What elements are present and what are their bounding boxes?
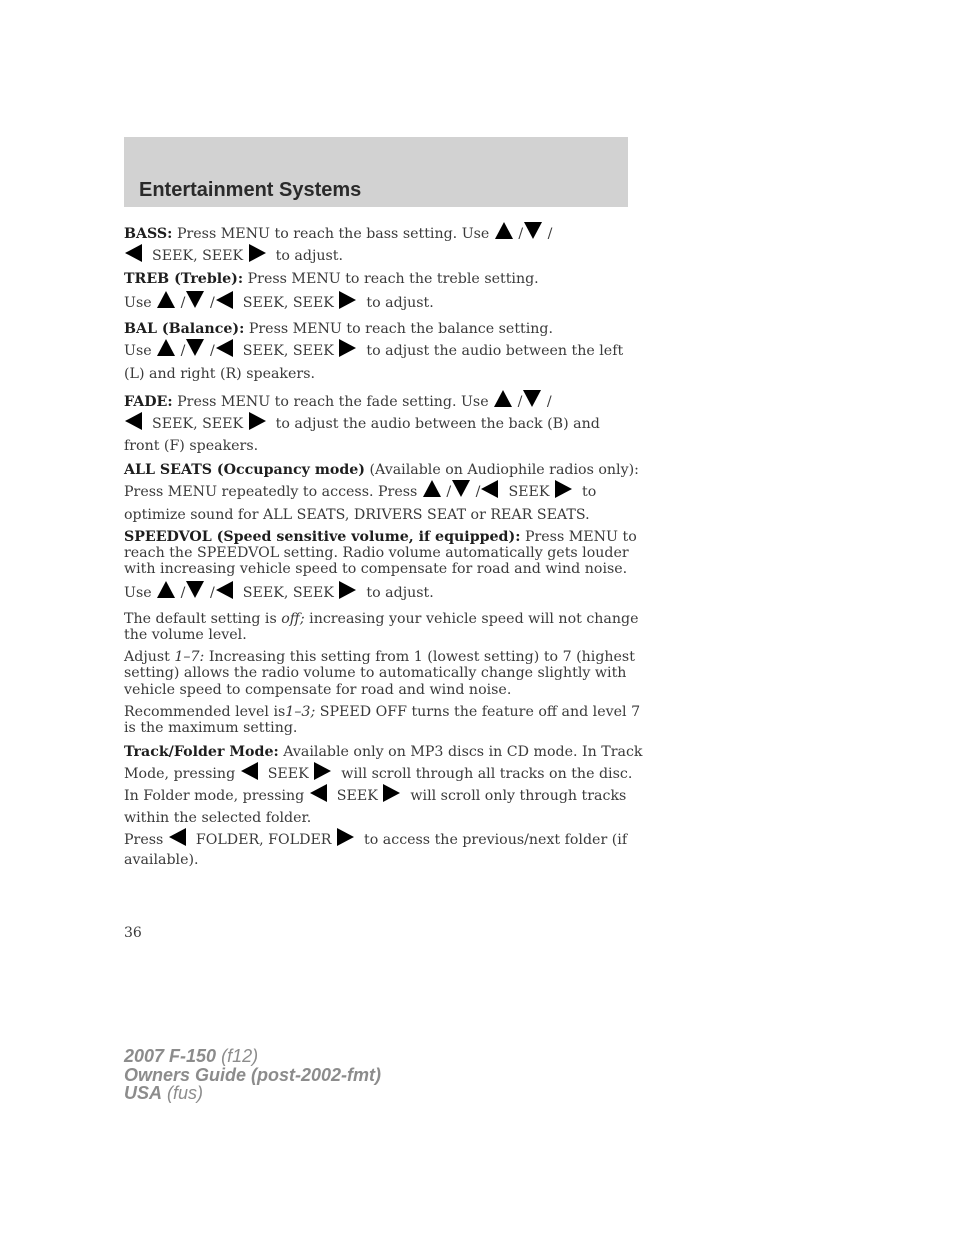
down-arrow-icon bbox=[524, 222, 542, 239]
seek-right-icon bbox=[383, 784, 400, 802]
balance-label: BAL (Balance): bbox=[124, 321, 245, 337]
recommended-paragraph: Recommended level is1–3; SPEED OFF turns the feature off and level 7 is the maximum setting. bbox=[124, 704, 641, 737]
bass-paragraph: BASS: Press MENU to reach the bass setting. Use / / SEEK, SEEK to adjust. bbox=[124, 222, 628, 268]
all-seats-paragraph: ALL SEATS (Occupancy mode) (Available on Audiophile radios only): Press MENU repeatedly to access. Press / / SEEK to optimize sound for ALL SEATS, DRIVERS SEAT or REAR SEATS. bbox=[124, 462, 639, 523]
treble-paragraph: TREB (Treble): Press MENU to reach the treble setting. Use / / SEEK, SEEK to adjust. bbox=[124, 271, 539, 311]
seek-left-icon bbox=[216, 581, 233, 599]
main-content bbox=[124, 222, 643, 870]
page-number: 36 bbox=[124, 925, 142, 941]
document-footer: 2007 F-150 (f12) Owners Guide (post-2002-fmt) USA (fus) bbox=[124, 1046, 382, 1103]
up-arrow-icon bbox=[157, 581, 175, 598]
track-folder-label: Track/Folder Mode: bbox=[124, 743, 279, 760]
all-seats-label: ALL SEATS (Occupancy mode) bbox=[124, 462, 365, 478]
seek-right-icon bbox=[555, 480, 572, 498]
default-paragraph: The default setting is off; increasing your vehicle speed will not change the volume level. bbox=[124, 610, 639, 643]
section-header-bar bbox=[124, 137, 628, 207]
track-folder-paragraph: Track/Folder Mode: Available only on MP3 discs in CD mode. In Track Mode, pressing SEEK will scroll through all tracks on the disc. In Folder mode, pressing SEEK will scroll only through tracks within the selected folder. Press FOLDER, FOLDER to access the previous/next folder (if available). bbox=[124, 743, 643, 868]
section-title: Entertainment Systems bbox=[139, 179, 362, 201]
seek-right-icon bbox=[249, 412, 266, 430]
down-arrow-icon bbox=[186, 581, 204, 598]
seek-right-icon bbox=[314, 762, 331, 780]
folder-right-icon bbox=[337, 828, 354, 846]
fade-label: FADE: bbox=[124, 394, 173, 410]
seek-right-icon bbox=[249, 244, 266, 262]
seek-right-icon bbox=[339, 339, 356, 357]
seek-left-icon bbox=[310, 784, 327, 802]
balance-paragraph: BAL (Balance): Press MENU to reach the balance setting. Use / / SEEK, SEEK to adjust the audio between the left (L) and right (R) speakers. bbox=[124, 321, 624, 382]
treble-label: TREB (Treble): bbox=[124, 271, 244, 287]
speedvol-controls: Use / / SEEK, SEEK to adjust. bbox=[124, 581, 628, 605]
up-arrow-icon bbox=[157, 291, 175, 308]
folder-left-icon bbox=[169, 828, 186, 846]
seek-left-icon bbox=[241, 762, 258, 780]
down-arrow-icon bbox=[523, 390, 541, 407]
bass-label: BASS: bbox=[124, 226, 173, 242]
seek-left-icon bbox=[125, 244, 142, 262]
seek-left-icon bbox=[125, 412, 142, 430]
seek-left-icon bbox=[481, 480, 498, 498]
down-arrow-icon bbox=[186, 339, 204, 356]
down-arrow-icon bbox=[452, 480, 470, 497]
fade-paragraph: FADE: Press MENU to reach the fade setting. Use / / SEEK, SEEK to adjust the audio between the back (B) and front (F) speakers. bbox=[124, 390, 628, 456]
adjust-paragraph: Adjust 1–7: Increasing this setting from 1 (lowest setting) to 7 (highest setting) allows the radio volume to automatically change slightly with vehicle speed to compensate for road and wind noise. bbox=[124, 649, 635, 698]
up-arrow-icon bbox=[157, 339, 175, 356]
seek-left-icon bbox=[216, 291, 233, 309]
speedvol-paragraph: SPEEDVOL (Speed sensitive volume, if equipped): Press MENU to reach the SPEEDVOL setting. Radio volume automatically gets louder with increasing vehicle speed to compensate for road and wind noise. bbox=[124, 529, 637, 578]
up-arrow-icon bbox=[423, 480, 441, 497]
speedvol-label: SPEEDVOL (Speed sensitive volume, if equipped): bbox=[124, 529, 521, 545]
up-arrow-icon bbox=[495, 222, 513, 239]
seek-right-icon bbox=[339, 581, 356, 599]
down-arrow-icon bbox=[186, 291, 204, 308]
up-arrow-icon bbox=[494, 390, 512, 407]
seek-right-icon bbox=[339, 291, 356, 309]
seek-left-icon bbox=[216, 339, 233, 357]
